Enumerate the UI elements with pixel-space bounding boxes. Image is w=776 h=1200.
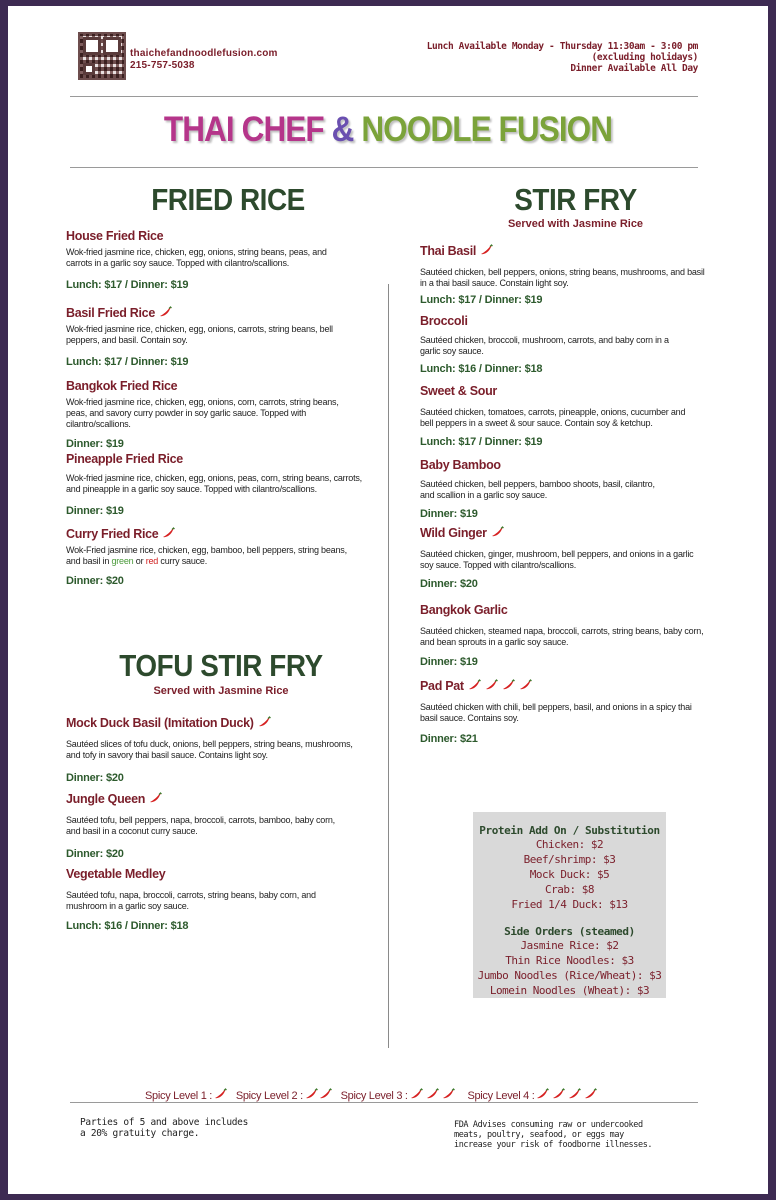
side-option: Thin Rice Noodles: $3 (505, 954, 634, 967)
menu-item[interactable] (66, 715, 376, 785)
item-description: Wok-fried jasmine rice, chicken, egg, onions, carrots, string beans, bell peppers, and basil. Contain soy. (66, 324, 333, 345)
website-link[interactable]: thaichefandnoodlefusion.com (130, 48, 278, 59)
item-price: Dinner: $20 (66, 848, 124, 860)
item-name-row (420, 243, 710, 259)
item-price: Lunch: $16 / Dinner: $18 (66, 920, 189, 932)
chili-pepper-icon (485, 679, 498, 691)
protein-option: Crab: $8 (545, 883, 594, 896)
chili-pepper-icon (502, 679, 515, 691)
item-description: Sautéed chicken, bell peppers, onions, string beans, mushrooms, and basil in a thai basil sauce. Constain light soy. (420, 267, 705, 288)
item-price: Dinner: $19 (420, 656, 478, 668)
item-price: Dinner: $19 (420, 508, 478, 520)
fried-rice-heading: FRIED RICE (151, 182, 305, 217)
menu-item[interactable] (420, 602, 715, 669)
title-part-1: THAI CHEF (163, 110, 324, 149)
item-price: Dinner: $19 (66, 438, 124, 450)
item-description: Wok-fried jasmine rice, chicken, egg, onions, string beans, peas, and carrots in a garlic soy sauce. Topped with cilantro/scallions. (66, 247, 327, 268)
item-name-row (66, 305, 376, 321)
item-name-row (66, 791, 376, 807)
item-description: Sautéed slices of tofu duck, onions, bell peppers, string beans, mushrooms, and tofy in savory thai basil sauce. Contains light soy. (66, 739, 353, 760)
hours-info (427, 41, 698, 74)
menu-item[interactable] (66, 866, 376, 933)
spicy-legend (145, 1088, 597, 1102)
desc-text: curry sauce. (158, 556, 208, 566)
item-description: Sautéed chicken, ginger, mushroom, bell peppers, and onions in a garlic soy sauce. Topped with cilantro/scallions. (420, 549, 694, 570)
gratuity-note (80, 1117, 248, 1139)
chili-pepper-icon (584, 1088, 597, 1100)
item-name: Thai Basil (420, 244, 477, 258)
item-price: Lunch: $17 / Dinner: $19 (420, 436, 543, 448)
fda-line: increase your risk of foodborne illnesses. (454, 1140, 653, 1150)
menu-item[interactable] (66, 526, 376, 588)
item-description: Wok-fried jasmine rice, chicken, egg, onions, peas, corn, string beans, carrots, and pineapple in a garlic soy sauce. Topped with cilantro/scallions. (66, 473, 362, 494)
item-price: Dinner: $20 (66, 575, 124, 587)
spicy-level-4: Spicy Level 4 : (467, 1090, 535, 1102)
item-name: Curry Fried Rice (66, 527, 159, 541)
item-price: Dinner: $20 (66, 772, 124, 784)
gratuity-line: Parties of 5 and above includes (80, 1117, 249, 1128)
item-name: Jungle Queen (66, 792, 146, 806)
item-description: Sautéed chicken, tomatoes, carrots, pineapple, onions, cucumber and bell peppers in a sweet & sour sauce. Contain soy & ketchup. (420, 407, 686, 428)
desc-text: or (133, 556, 146, 566)
protein-option: Beef/shrimp: $3 (523, 853, 616, 866)
item-name: Broccoli (420, 314, 468, 328)
title-ampersand: & (331, 110, 354, 149)
footer-divider (70, 1102, 698, 1103)
chili-pepper-icon (552, 1088, 565, 1100)
chili-pepper-icon (149, 792, 162, 804)
item-price: Lunch: $16 / Dinner: $18 (420, 363, 543, 375)
title-divider (70, 167, 698, 168)
title-part-2: NOODLE FUSION (361, 110, 613, 149)
addons-box (473, 812, 666, 998)
red-curry-option: red (145, 556, 159, 566)
header-divider (70, 96, 698, 97)
item-price: Lunch: $17 / Dinner: $19 (420, 294, 543, 306)
item-name: Bangkok Fried Rice (66, 379, 178, 393)
stir-fry-served-with: Served with Jasmine Rice (507, 218, 644, 230)
menu-item[interactable] (420, 457, 710, 521)
item-description: Sautéed chicken, steamed napa, broccoli, carrots, string beans, baby corn, and bean sprouts in a garlic soy sauce. (420, 626, 704, 647)
item-description: Sautéed chicken, broccoli, mushroom, carrots, and baby corn in a garlic soy sauce. (420, 335, 669, 356)
chili-pepper-icon (519, 679, 532, 691)
gratuity-line: a 20% gratuity charge. (80, 1128, 200, 1139)
side-option: Jasmine Rice: $2 (520, 939, 619, 952)
item-name-row (420, 525, 710, 541)
chili-pepper-icon (305, 1088, 318, 1100)
menu-item[interactable] (420, 678, 715, 746)
fda-line: meats, poultry, seafood, or eggs may (454, 1130, 624, 1140)
item-name: Pineapple Fried Rice (66, 452, 183, 466)
menu-item[interactable] (66, 451, 376, 518)
spicy-level-2: Spicy Level 2 : (235, 1090, 303, 1102)
phone-number[interactable]: 215-757-5038 (130, 60, 195, 71)
item-price: Dinner: $20 (420, 578, 478, 590)
item-price: Lunch: $17 / Dinner: $19 (66, 356, 189, 368)
hours-exclusion: (excluding holidays) (591, 52, 698, 63)
chili-pepper-icon (410, 1088, 423, 1100)
stir-fry-heading: STIR FRY (514, 182, 637, 217)
chili-pepper-icon (319, 1088, 332, 1100)
protein-option: Chicken: $2 (535, 838, 604, 851)
spicy-level-1: Spicy Level 1 : (145, 1090, 213, 1102)
item-description: Sautéed chicken, bell peppers, bamboo shoots, basil, cilantro, and scallion in a garlic soy sauce. (420, 479, 655, 500)
menu-item[interactable] (66, 378, 376, 451)
item-name-row (66, 715, 376, 731)
protein-option: Fried 1/4 Duck: $13 (511, 898, 628, 911)
menu-item[interactable] (66, 228, 376, 292)
item-price: Lunch: $17 / Dinner: $19 (66, 279, 189, 291)
side-option: Jumbo Noodles (Rice/Wheat): $3 (477, 969, 662, 982)
tofu-stir-fry-heading: TOFU STIR FRY (119, 648, 323, 683)
chili-pepper-icon (491, 526, 504, 538)
contact-info (130, 48, 278, 72)
fda-advisory (454, 1120, 652, 1150)
chili-pepper-icon (426, 1088, 439, 1100)
item-name: Baby Bamboo (420, 458, 501, 472)
item-description: Wok-fried jasmine rice, chicken, egg, onions, corn, carrots, string beans, peas, and savory curry powder in soy garlic sauce. Topped with cilantro/scallions. (66, 397, 339, 429)
protein-option: Mock Duck: $5 (529, 868, 610, 881)
tofu-served-with: Served with Jasmine Rice (153, 685, 289, 697)
desc-text: Wok-Fried jasmine rice, chicken, egg, bamboo, bell peppers, string beans, and basil in (66, 545, 347, 566)
menu-item[interactable] (420, 313, 710, 376)
restaurant-title (46, 110, 730, 150)
chili-pepper-icon (442, 1088, 455, 1100)
menu-item[interactable] (66, 791, 376, 861)
item-description: Sautéed chicken with chili, bell peppers, basil, and onions in a spicy thai basil sauce. Contains soy. (420, 702, 692, 723)
item-name: House Fried Rice (66, 229, 164, 243)
chili-pepper-icon (214, 1088, 227, 1100)
item-name: Sweet & Sour (420, 384, 497, 398)
hours-lunch: Lunch Available Monday - Thursday 11:30am - 3:00 pm (426, 41, 698, 52)
qr-code-icon[interactable] (78, 32, 126, 80)
item-description (66, 545, 361, 567)
item-name: Vegetable Medley (66, 867, 166, 881)
item-description: Sautéed tofu, napa, broccoli, carrots, string beans, baby corn, and mushroom in a garlic soy sauce. (66, 890, 316, 911)
green-curry-option: green (111, 556, 134, 566)
chili-pepper-icon (480, 244, 493, 256)
item-description: Sautéed tofu, bell peppers, napa, broccoli, carrots, bamboo, baby corn, and basil in a coconut curry sauce. (66, 815, 335, 836)
chili-pepper-icon (162, 527, 175, 539)
menu-item[interactable] (66, 305, 376, 369)
item-name: Pad Pat (420, 679, 464, 693)
item-name: Wild Ginger (420, 526, 487, 540)
item-name: Bangkok Garlic (420, 603, 508, 617)
side-orders-title: Side Orders (steamed) (504, 925, 635, 938)
hours-dinner: Dinner Available All Day (570, 63, 698, 74)
chili-pepper-icon (568, 1088, 581, 1100)
item-name: Basil Fried Rice (66, 306, 155, 320)
menu-item[interactable] (420, 243, 710, 307)
protein-addon-title: Protein Add On / Substitution (479, 824, 660, 837)
menu-item[interactable] (420, 525, 710, 591)
item-name-row (66, 526, 376, 542)
menu-page (8, 6, 768, 1194)
menu-item[interactable] (420, 383, 710, 449)
item-name: Mock Duck Basil (Imitation Duck) (66, 716, 254, 730)
item-price: Dinner: $19 (66, 505, 124, 517)
side-option: Lomein Noodles (Wheat): $3 (489, 984, 650, 997)
item-price: Dinner: $21 (420, 733, 478, 745)
chili-pepper-icon (159, 306, 172, 318)
chili-pepper-icon (468, 679, 481, 691)
chili-pepper-icon (536, 1088, 549, 1100)
fda-line: FDA Advises consuming raw or undercooked (454, 1120, 643, 1130)
column-divider (388, 284, 389, 1048)
spicy-level-3: Spicy Level 3 : (340, 1090, 408, 1102)
chili-pepper-icon (258, 716, 271, 728)
item-name-row (420, 678, 715, 694)
